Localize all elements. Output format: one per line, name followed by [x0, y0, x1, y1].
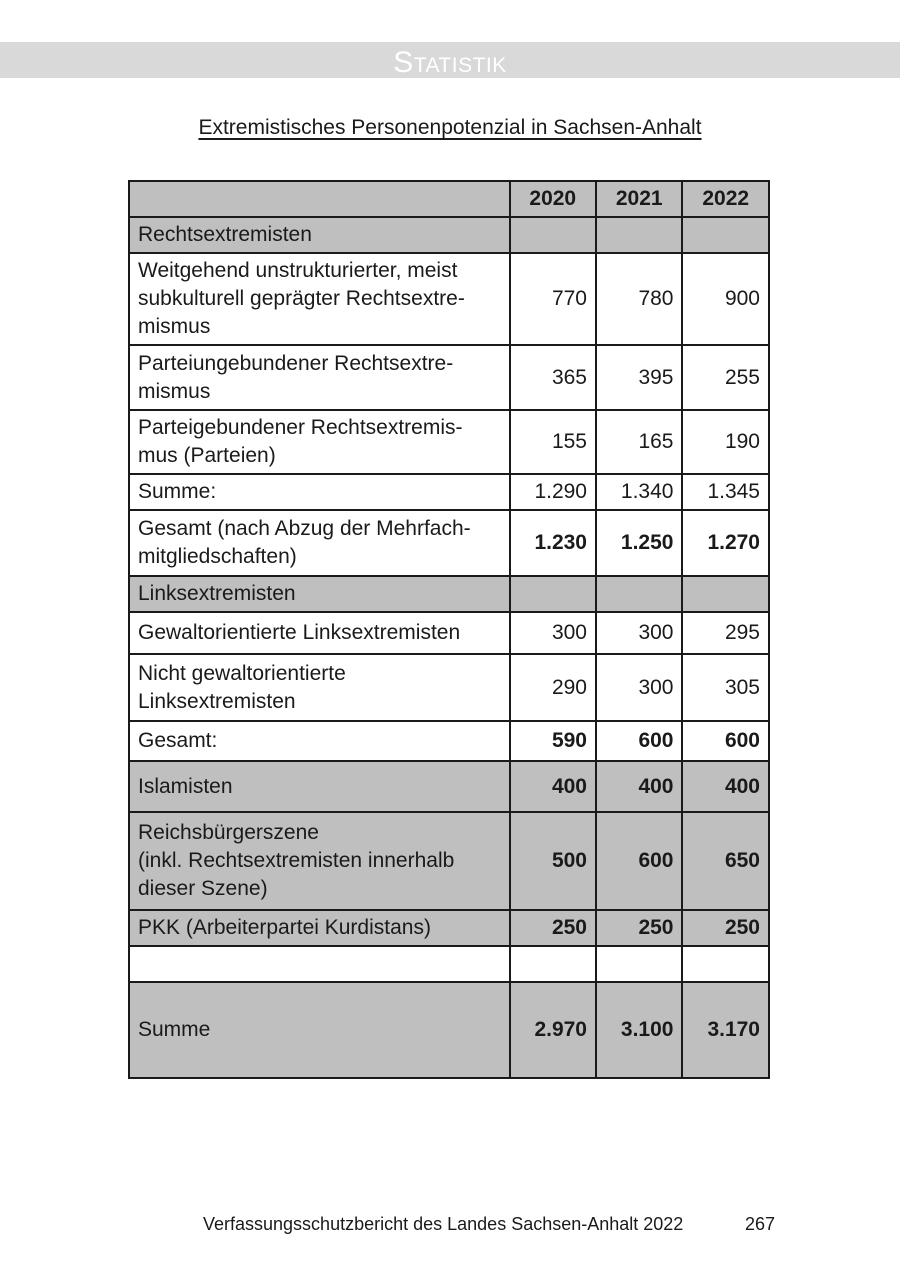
- row-value: 1.250: [596, 510, 682, 576]
- table-row: [129, 345, 769, 410]
- row-value: 2.970: [510, 982, 596, 1078]
- table-row-empty: [129, 946, 769, 982]
- row-value: 400: [510, 761, 596, 812]
- row-value: 1.290: [510, 474, 596, 510]
- row-value: 395: [596, 345, 682, 410]
- row-value: 1.340: [596, 474, 682, 510]
- row-value: [596, 576, 682, 612]
- row-label: Gewaltorientierte Linksextremisten: [129, 612, 510, 654]
- row-value: 400: [682, 761, 769, 812]
- row-value: 300: [596, 654, 682, 721]
- row-value: [682, 576, 769, 612]
- row-value: 600: [596, 812, 682, 910]
- row-label: Linksextremisten: [129, 576, 510, 612]
- row-value: 770: [510, 253, 596, 345]
- table-row-reichsbuerger: [129, 812, 769, 910]
- table-row-pkk: [129, 910, 769, 946]
- table-row-gesamt-rechts: [129, 510, 769, 576]
- row-label: Reichsbürgerszene (inkl. Rechtsextremisten innerhalb dieser Szene): [129, 812, 510, 910]
- row-value: [682, 217, 769, 253]
- header-cell-2020: 2020: [510, 181, 596, 217]
- header-cell-2021: 2021: [596, 181, 682, 217]
- row-value: 780: [596, 253, 682, 345]
- page-number: 267: [745, 1214, 776, 1234]
- table-row: [129, 612, 769, 654]
- row-value: 300: [596, 612, 682, 654]
- row-value: 900: [682, 253, 769, 345]
- row-value: 600: [682, 721, 769, 761]
- row-value: [596, 217, 682, 253]
- section-banner: [0, 42, 900, 78]
- table-row: [129, 410, 769, 474]
- table-row-summe-rechts: [129, 474, 769, 510]
- row-value: 305: [682, 654, 769, 721]
- row-label: Weitgehend unstrukturierter, meist subkulturell geprägter Rechtsextre- mismus: [129, 253, 510, 345]
- row-value: 1.270: [682, 510, 769, 576]
- row-value: 1.345: [682, 474, 769, 510]
- row-value: 600: [596, 721, 682, 761]
- table-row: [129, 253, 769, 345]
- row-value: 1.230: [510, 510, 596, 576]
- row-value: [510, 217, 596, 253]
- row-value: 400: [596, 761, 682, 812]
- table-title: Extremistisches Personenpotenzial in Sachsen-Anhalt: [198, 116, 702, 139]
- row-label: PKK (Arbeiterpartei Kurdistans): [129, 910, 510, 946]
- row-label: Parteigebundener Rechtsextremis- mus (Parteien): [129, 410, 510, 474]
- row-value: [682, 946, 769, 982]
- row-label: Gesamt:: [129, 721, 510, 761]
- table-row: [129, 654, 769, 721]
- row-label: Nicht gewaltorientierte Linksextremisten: [129, 654, 510, 721]
- table-row-summe-total: [129, 982, 769, 1078]
- row-value: 255: [682, 345, 769, 410]
- row-label: Rechtsextremisten: [129, 217, 510, 253]
- row-value: [510, 946, 596, 982]
- table-row-section-rechts: [129, 217, 769, 253]
- section-title: Statistik: [393, 46, 507, 79]
- table-row-section-links: [129, 576, 769, 612]
- row-value: [510, 576, 596, 612]
- row-value: 3.100: [596, 982, 682, 1078]
- footer-publication: Verfassungsschutzbericht des Landes Sachsen-Anhalt 2022: [203, 1214, 684, 1234]
- row-value: 250: [596, 910, 682, 946]
- header-cell-empty: [129, 181, 510, 217]
- table-title-wrap: [0, 116, 900, 140]
- row-label: [129, 946, 510, 982]
- row-label: Islamisten: [129, 761, 510, 812]
- row-label: Summe: [129, 982, 510, 1078]
- table-row-islamisten: [129, 761, 769, 812]
- statistics-table: [128, 180, 770, 1079]
- row-value: 190: [682, 410, 769, 474]
- row-value: 500: [510, 812, 596, 910]
- row-value: 165: [596, 410, 682, 474]
- row-value: 650: [682, 812, 769, 910]
- row-value: 300: [510, 612, 596, 654]
- header-cell-2022: 2022: [682, 181, 769, 217]
- row-value: [596, 946, 682, 982]
- row-value: 250: [510, 910, 596, 946]
- row-value: 590: [510, 721, 596, 761]
- row-label: Parteiungebundener Rechtsextre- mismus: [129, 345, 510, 410]
- row-label: Gesamt (nach Abzug der Mehrfach- mitgliedschaften): [129, 510, 510, 576]
- row-value: 365: [510, 345, 596, 410]
- row-value: 3.170: [682, 982, 769, 1078]
- row-value: 290: [510, 654, 596, 721]
- row-value: 155: [510, 410, 596, 474]
- table-header-row: [129, 181, 769, 217]
- row-value: 250: [682, 910, 769, 946]
- row-value: 295: [682, 612, 769, 654]
- table-row-gesamt-links: [129, 721, 769, 761]
- row-label: Summe:: [129, 474, 510, 510]
